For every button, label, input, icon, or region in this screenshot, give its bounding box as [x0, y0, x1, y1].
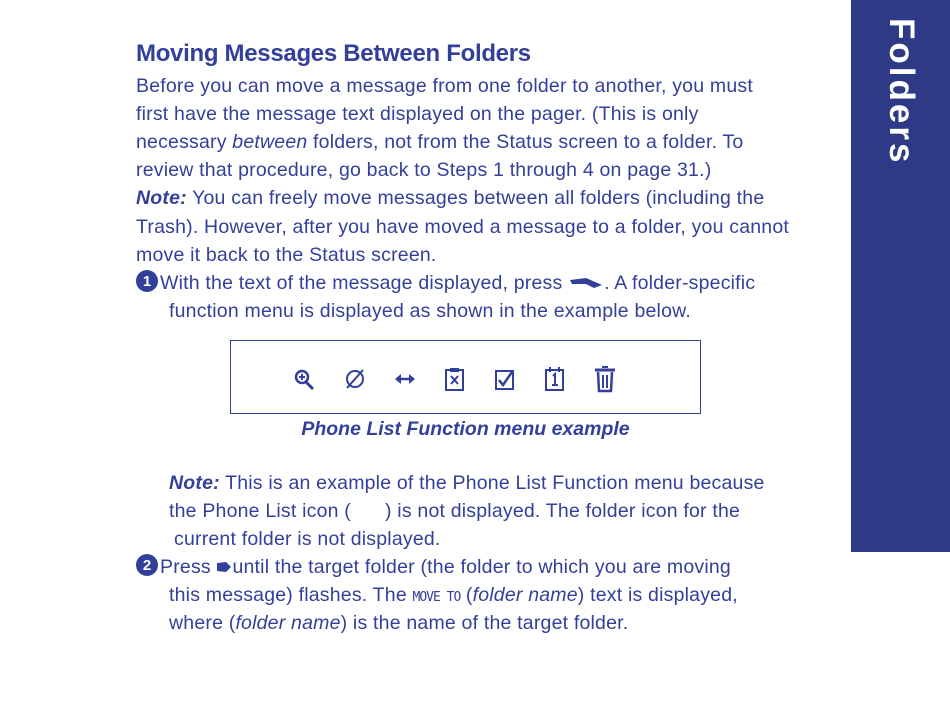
lcd-text: MOVE TO	[412, 590, 461, 605]
menu-icon-row	[291, 363, 619, 395]
zoom-icon	[291, 364, 319, 394]
right-key-icon	[216, 554, 232, 583]
intro-line-1: Before you can move a message from one folder to another, you must	[136, 75, 753, 97]
step-emphasis: folder name	[472, 584, 578, 606]
note1-line-3: move it back to the Status screen.	[136, 244, 437, 266]
intro-line-3	[136, 128, 743, 157]
step1-line-2: function menu is displayed as shown in the example below.	[169, 300, 691, 322]
note2-line-3: current folder is not displayed.	[174, 528, 441, 550]
step-text: until the target folder (the folder to which you are moving	[232, 556, 731, 578]
note2-line-2	[169, 497, 740, 526]
note-label: Note:	[136, 187, 187, 209]
checkbox-icon	[491, 364, 519, 394]
step-1-number: 1	[136, 270, 158, 292]
note-text: You can freely move messages between all folders (including the	[186, 187, 765, 209]
step-text: Press	[160, 556, 217, 578]
note-label: Note:	[169, 472, 220, 494]
step2-line-1	[160, 553, 731, 582]
calendar-icon	[541, 364, 569, 394]
page-title: Moving Messages Between Folders	[136, 40, 531, 67]
step2-line-3	[169, 609, 628, 638]
trash-icon	[591, 364, 619, 394]
step-emphasis: folder name	[235, 612, 341, 634]
step-text: With the text of the message displayed, press	[160, 272, 569, 294]
intro-emphasis: between	[232, 131, 308, 153]
step-text: ) text is displayed,	[577, 584, 738, 606]
left-key-icon	[568, 270, 604, 299]
step-text: this message) flashes. The	[169, 584, 413, 606]
move-arrows-icon	[391, 364, 419, 394]
step-text: (	[460, 584, 473, 606]
intro-text: folders, not from the Status screen to a folder. To	[307, 131, 744, 153]
note1-line-2: Trash). However, after you have moved a message to a folder, you cannot	[136, 216, 789, 238]
step-2-number: 2	[136, 554, 158, 576]
no-entry-icon	[341, 364, 369, 394]
note1-line-1	[136, 184, 764, 213]
function-menu-example	[230, 340, 701, 414]
step2-line-2	[169, 581, 738, 613]
note2-line-1	[169, 469, 765, 498]
note-text: the Phone List icon (	[169, 500, 351, 522]
note-text: This is an example of the Phone List Function menu because	[219, 472, 765, 494]
phone-list-icon	[441, 364, 469, 394]
step-text: ) is the name of the target folder.	[340, 612, 629, 634]
intro-line-2: first have the message text displayed on the pager. (This is only	[136, 103, 699, 125]
note-text: ) is not displayed. The folder icon for the	[384, 500, 741, 522]
intro-text: necessary	[136, 131, 233, 153]
side-tab-label: Folders	[882, 18, 921, 166]
step-text: . A folder-specific	[604, 272, 756, 294]
step1-line-1	[160, 269, 755, 298]
menu-caption: Phone List Function menu example	[301, 418, 630, 440]
intro-line-4: review that procedure, go back to Steps 1 through 4 on page 31.)	[136, 159, 712, 181]
step-text: where (	[169, 612, 236, 634]
